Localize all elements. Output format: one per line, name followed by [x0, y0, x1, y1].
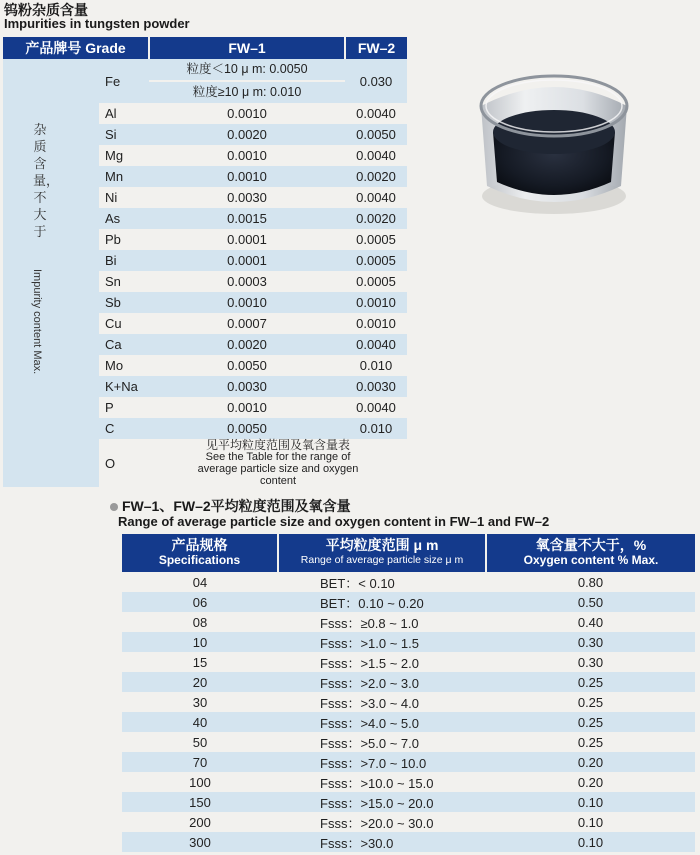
fw1-cell: 0.0001	[149, 229, 345, 250]
fw1-cell: 0.0010	[149, 145, 345, 166]
fe-fw1-fine: 粒度＜10 μ m: 0.0050	[186, 62, 308, 76]
fw2-cell: 0.0030	[345, 376, 407, 397]
oxygen-cell: 0.50	[486, 592, 695, 612]
spec-cell: 20	[122, 672, 278, 692]
grade-header: 产品牌号 Grade	[3, 37, 149, 59]
range-header	[278, 534, 486, 572]
spec-cell: 100	[122, 772, 278, 792]
element-cell: K+Na	[99, 376, 149, 397]
range-table-header	[122, 534, 695, 572]
fw2-cell: 0.0040	[345, 145, 407, 166]
spec-header-en: Specifications	[158, 553, 241, 567]
fw2-cell: 0.0005	[345, 250, 407, 271]
range-cell: Fsss：>2.0 ~ 3.0	[278, 672, 486, 692]
fw1-cell: 0.0015	[149, 208, 345, 229]
element-cell: Ni	[99, 187, 149, 208]
range-title-cn-text: FW–1、FW–2平均粒度范围及氧含量	[122, 498, 351, 514]
oxygen-cell: 0.20	[486, 752, 695, 772]
spec-cell: 40	[122, 712, 278, 732]
spec-cell: 70	[122, 752, 278, 772]
particle-size-oxygen-table	[122, 534, 695, 852]
fw2-cell: 0.0020	[345, 208, 407, 229]
element-cell: Sb	[99, 292, 149, 313]
table-row	[122, 632, 695, 652]
fw1-cell: 0.0030	[149, 187, 345, 208]
fw2-cell: 0.0040	[345, 103, 407, 124]
element-cell: Fe	[99, 59, 149, 103]
spec-cell: 150	[122, 792, 278, 812]
fw1-cell: 0.0030	[149, 376, 345, 397]
table-row	[122, 792, 695, 812]
fw2-cell: 0.0040	[345, 187, 407, 208]
element-cell: O	[99, 439, 149, 487]
range-cell: Fsss：>1.5 ~ 2.0	[278, 652, 486, 672]
spec-cell: 10	[122, 632, 278, 652]
element-cell: P	[99, 397, 149, 418]
oxygen-header	[486, 534, 695, 572]
range-cell: Fsss：>10.0 ~ 15.0	[278, 772, 486, 792]
fw1-cell: 0.0010	[149, 166, 345, 187]
page-title-en: Impurities in tungsten powder	[4, 16, 190, 31]
side-label-cn: 杂质含量，不大于	[33, 122, 60, 239]
oxygen-header-cn: 氧含量不大于，%	[535, 537, 647, 553]
fe-fw1-cell	[149, 59, 345, 103]
oxygen-cell: 0.10	[486, 792, 695, 812]
oxygen-note-cell	[149, 439, 407, 487]
range-cell: Fsss：>3.0 ~ 4.0	[278, 692, 486, 712]
fw1-header: FW–1	[149, 37, 345, 59]
table-row	[122, 712, 695, 732]
fw2-cell: 0.0040	[345, 397, 407, 418]
fw1-cell: 0.0010	[149, 292, 345, 313]
fw2-cell: 0.0005	[345, 271, 407, 292]
fe-fw2-cell: 0.030	[345, 59, 407, 103]
table-row	[122, 832, 695, 852]
element-cell: Ca	[99, 334, 149, 355]
oxygen-header-en: Oxygen content % Max.	[523, 553, 659, 567]
spec-cell: 15	[122, 652, 278, 672]
oxygen-note-cn: 见平均粒度范围及氧含量表	[206, 438, 351, 452]
spec-cell: 50	[122, 732, 278, 752]
tungsten-powder-photo	[475, 68, 633, 218]
fw1-cell: 0.0003	[149, 271, 345, 292]
range-cell: Fsss：>4.0 ~ 5.0	[278, 712, 486, 732]
element-cell: Bi	[99, 250, 149, 271]
element-cell: Pb	[99, 229, 149, 250]
oxygen-cell: 0.25	[486, 732, 695, 752]
table-row	[122, 732, 695, 752]
impurity-table-header	[3, 37, 407, 59]
element-cell: Al	[99, 103, 149, 124]
range-cell: Fsss：>15.0 ~ 20.0	[278, 792, 486, 812]
range-cell: Fsss：>1.0 ~ 1.5	[278, 632, 486, 652]
table-row	[122, 612, 695, 632]
fw1-cell: 0.0010	[149, 103, 345, 124]
fw1-cell: 0.0020	[149, 124, 345, 145]
table-row	[122, 572, 695, 592]
range-cell: Fsss：>5.0 ~ 7.0	[278, 732, 486, 752]
fw2-header: FW–2	[345, 37, 407, 59]
fw2-cell: 0.0010	[345, 292, 407, 313]
table-row-fe	[3, 59, 407, 103]
fw1-cell: 0.0007	[149, 313, 345, 334]
oxygen-cell: 0.25	[486, 712, 695, 732]
element-cell: C	[99, 418, 149, 439]
range-cell: Fsss：>30.0	[278, 832, 486, 852]
table-row	[122, 772, 695, 792]
fw1-cell: 0.0020	[149, 334, 345, 355]
oxygen-cell: 0.30	[486, 632, 695, 652]
range-cell: Fsss：>20.0 ~ 30.0	[278, 812, 486, 832]
range-header-cn: 平均粒度范围 μ m	[325, 537, 439, 553]
fw1-cell: 0.0050	[149, 355, 345, 376]
element-cell: Si	[99, 124, 149, 145]
table-row	[122, 692, 695, 712]
fw2-cell: 0.0005	[345, 229, 407, 250]
element-cell: Mg	[99, 145, 149, 166]
table-row	[122, 752, 695, 772]
range-cell: BET：0.10 ~ 0.20	[278, 592, 486, 612]
oxygen-cell: 0.30	[486, 652, 695, 672]
spec-header-cn: 产品规格	[171, 537, 228, 553]
table-row	[122, 672, 695, 692]
spec-cell: 04	[122, 572, 278, 592]
oxygen-cell: 0.20	[486, 772, 695, 792]
spec-cell: 300	[122, 832, 278, 852]
spec-cell: 06	[122, 592, 278, 612]
fw2-cell: 0.0050	[345, 124, 407, 145]
element-cell: Cu	[99, 313, 149, 334]
fw2-cell: 0.0020	[345, 166, 407, 187]
table-row	[122, 652, 695, 672]
range-section-title-cn	[110, 496, 351, 516]
spec-cell: 08	[122, 612, 278, 632]
oxygen-cell: 0.10	[486, 812, 695, 832]
spec-header	[122, 534, 278, 572]
impurity-side-label	[3, 59, 99, 487]
table-row	[122, 592, 695, 612]
fe-fw1-coarse: 粒度≥10 μ m: 0.010	[149, 80, 345, 103]
oxygen-cell: 0.25	[486, 672, 695, 692]
element-cell: As	[99, 208, 149, 229]
element-cell: Mo	[99, 355, 149, 376]
range-cell: BET：< 0.10	[278, 572, 486, 592]
bullet-icon	[110, 503, 118, 511]
oxygen-note-en: See the Table for the range of average particle size and oxygen content	[197, 451, 359, 487]
oxygen-cell: 0.40	[486, 612, 695, 632]
range-cell: Fsss：≥0.8 ~ 1.0	[278, 612, 486, 632]
range-cell: Fsss：>7.0 ~ 10.0	[278, 752, 486, 772]
side-label-en: Impurity content Max.	[31, 269, 43, 375]
fw1-cell: 0.0001	[149, 250, 345, 271]
fw2-cell: 0.010	[345, 418, 407, 439]
fw2-cell: 0.010	[345, 355, 407, 376]
table-row	[122, 812, 695, 832]
oxygen-cell: 0.80	[486, 572, 695, 592]
element-cell: Sn	[99, 271, 149, 292]
impurity-table	[3, 37, 407, 487]
element-cell: Mn	[99, 166, 149, 187]
spec-cell: 30	[122, 692, 278, 712]
fw2-cell: 0.0010	[345, 313, 407, 334]
fw2-cell: 0.0040	[345, 334, 407, 355]
fw1-cell: 0.0010	[149, 397, 345, 418]
oxygen-cell: 0.10	[486, 832, 695, 852]
spec-cell: 200	[122, 812, 278, 832]
page-title-cn: 钨粉杂质含量	[4, 2, 88, 18]
fw1-cell: 0.0050	[149, 418, 345, 439]
range-header-en: Range of average particle size μ m	[300, 554, 464, 566]
oxygen-cell: 0.25	[486, 692, 695, 712]
range-section-title-en: Range of average particle size and oxygen content in FW–1 and FW–2	[118, 514, 550, 529]
